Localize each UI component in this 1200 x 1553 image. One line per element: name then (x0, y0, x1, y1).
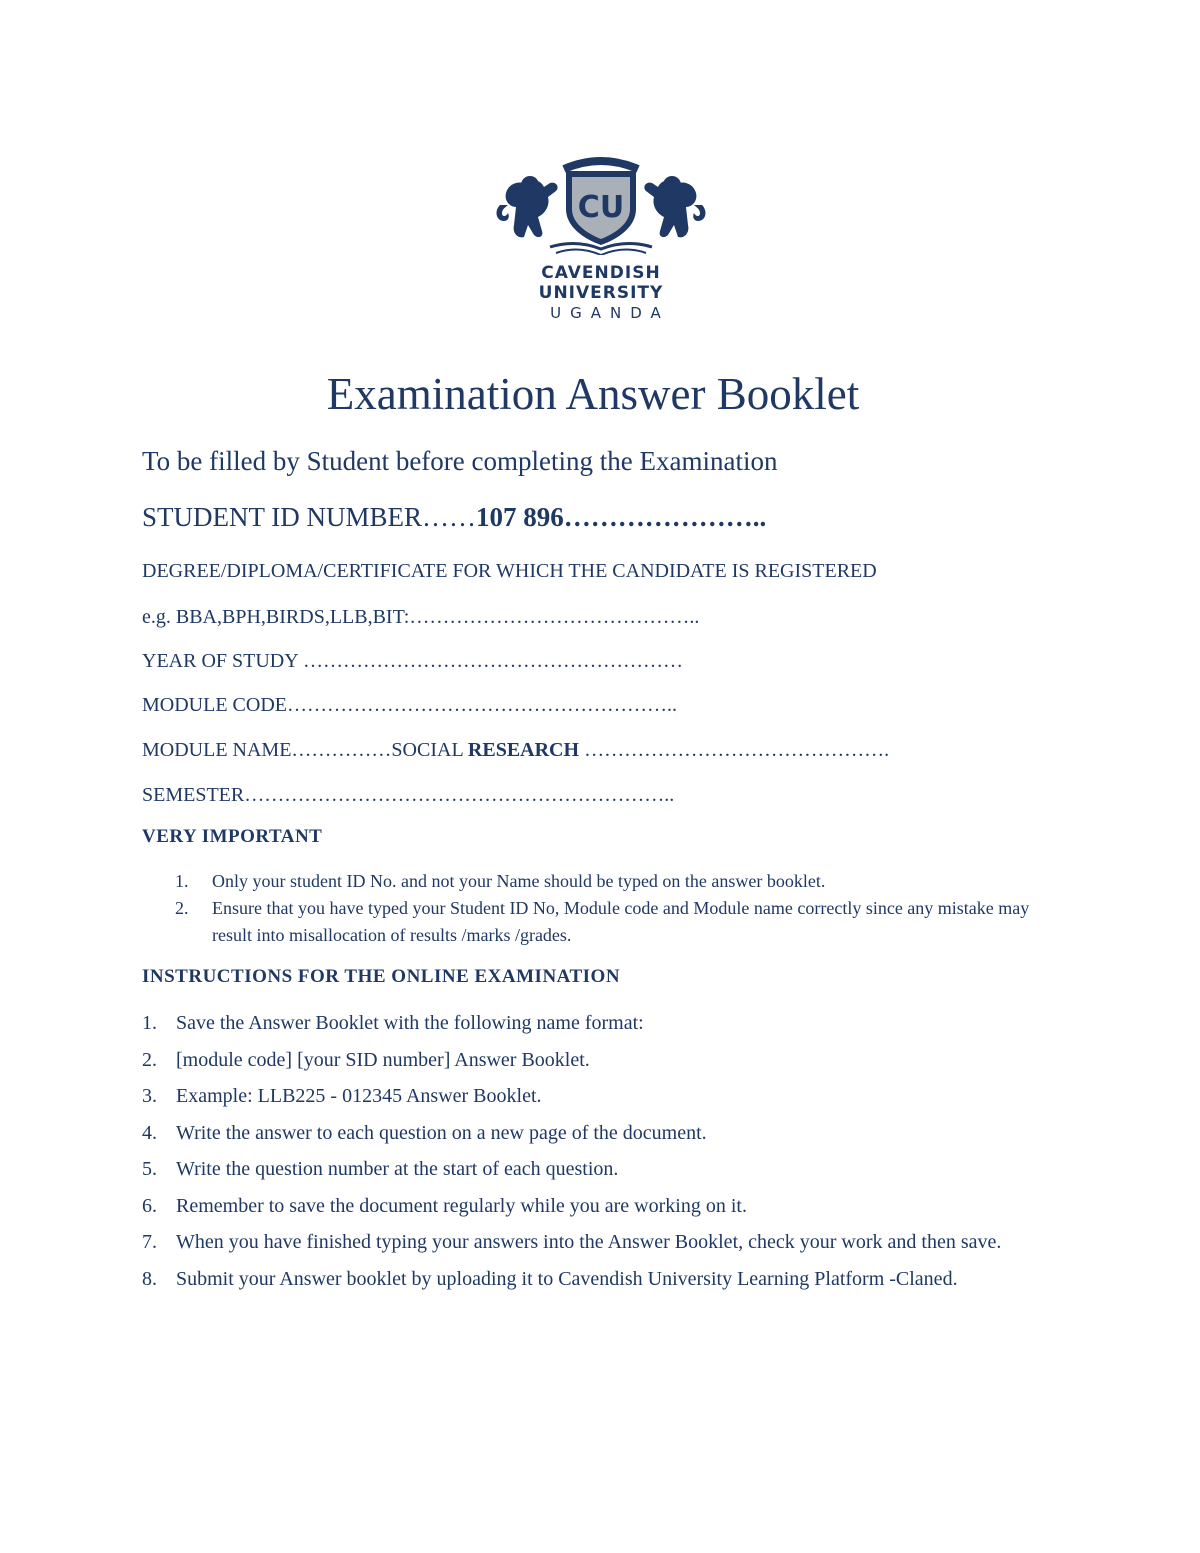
list-text: Write the question number at the start of each question. (176, 1158, 619, 1180)
list-number: 2. (142, 1048, 157, 1071)
list-text: Example: LLB225 - 012345 Answer Booklet. (176, 1085, 542, 1107)
list-item (142, 895, 1062, 949)
degree-example-field[interactable]: e.g. BBA,BPH,BIRDS,LLB,BIT:…………………………………….. (142, 606, 700, 628)
module-name-label: MODULE NAME……………SOCIAL (142, 739, 468, 761)
crest-icon (490, 155, 712, 255)
list-item (142, 1156, 1062, 1183)
list-item (142, 1047, 1062, 1074)
instructions-heading: INSTRUCTIONS FOR THE ONLINE EXAMINATION (142, 966, 621, 987)
module-code-field[interactable]: MODULE CODE………………………………………………….. (142, 694, 677, 716)
list-number: 7. (142, 1231, 157, 1253)
list-text: Submit your Answer booklet by uploading it to Cavendish University Learning Platform -Claned. (176, 1267, 958, 1290)
list-item (142, 1229, 1062, 1256)
list-text: Write the answer to each question on a new page of the document. (176, 1121, 707, 1144)
student-id-value: 107 896………………….. (476, 502, 767, 532)
list-number: 8. (142, 1267, 157, 1290)
list-item (142, 1120, 1062, 1147)
module-name-field[interactable] (142, 739, 889, 762)
list-number: 6. (142, 1194, 157, 1217)
logo-line-cavendish: CAVENDISH (541, 263, 661, 283)
list-item (142, 1266, 1062, 1293)
list-text: Only your student ID No. and not your Name should be typed on the answer booklet. (212, 871, 826, 891)
list-text: When you have finished typing your answers into the Answer Booklet, check your work and then save. (176, 1231, 1002, 1253)
list-number: 1. (175, 871, 189, 891)
svg-text:CU: CU (577, 190, 625, 225)
list-number: 4. (142, 1121, 157, 1144)
list-text: Ensure that you have typed your Student ID No, Module code and Module name correctly since any mistake may result into misallocation of results /marks /grades. (212, 898, 1030, 945)
list-number: 3. (142, 1085, 157, 1107)
list-text: Remember to save the document regularly while you are working on it. (176, 1194, 747, 1217)
module-name-trail: ………………………………………. (579, 739, 890, 761)
list-item (142, 1193, 1062, 1220)
student-id-field[interactable] (142, 502, 766, 533)
page-subtitle: To be filled by Student before completing the Examination (142, 446, 778, 476)
list-number: 2. (175, 898, 189, 918)
logo-line-university: UNIVERSITY (538, 283, 664, 303)
very-important-list (142, 868, 1062, 949)
logo-line-uganda: UGANDA (550, 304, 670, 322)
page-title: Examination Answer Booklet (326, 369, 860, 419)
very-important-heading: VERY IMPORTANT (142, 826, 323, 847)
list-text: [module code] [your SID number] Answer Booklet. (176, 1048, 590, 1071)
student-id-label: STUDENT ID NUMBER…… (142, 502, 477, 532)
list-number: 5. (142, 1158, 157, 1180)
list-text: Save the Answer Booklet with the following name format: (176, 1012, 644, 1034)
degree-label: DEGREE/DIPLOMA/CERTIFICATE FOR WHICH THE CANDIDATE IS REGISTERED (142, 560, 877, 582)
list-item (142, 868, 1062, 895)
semester-field[interactable]: SEMESTER……………………………………………………….. (142, 784, 675, 806)
list-item (142, 1010, 1062, 1037)
university-logo (490, 155, 712, 325)
list-item (142, 1083, 1062, 1110)
list-number: 1. (142, 1012, 157, 1034)
module-name-value: RESEARCH (467, 739, 580, 761)
year-of-study-field[interactable]: YEAR OF STUDY ………………………………………………… (142, 650, 683, 672)
instructions-list (142, 1010, 1062, 1302)
